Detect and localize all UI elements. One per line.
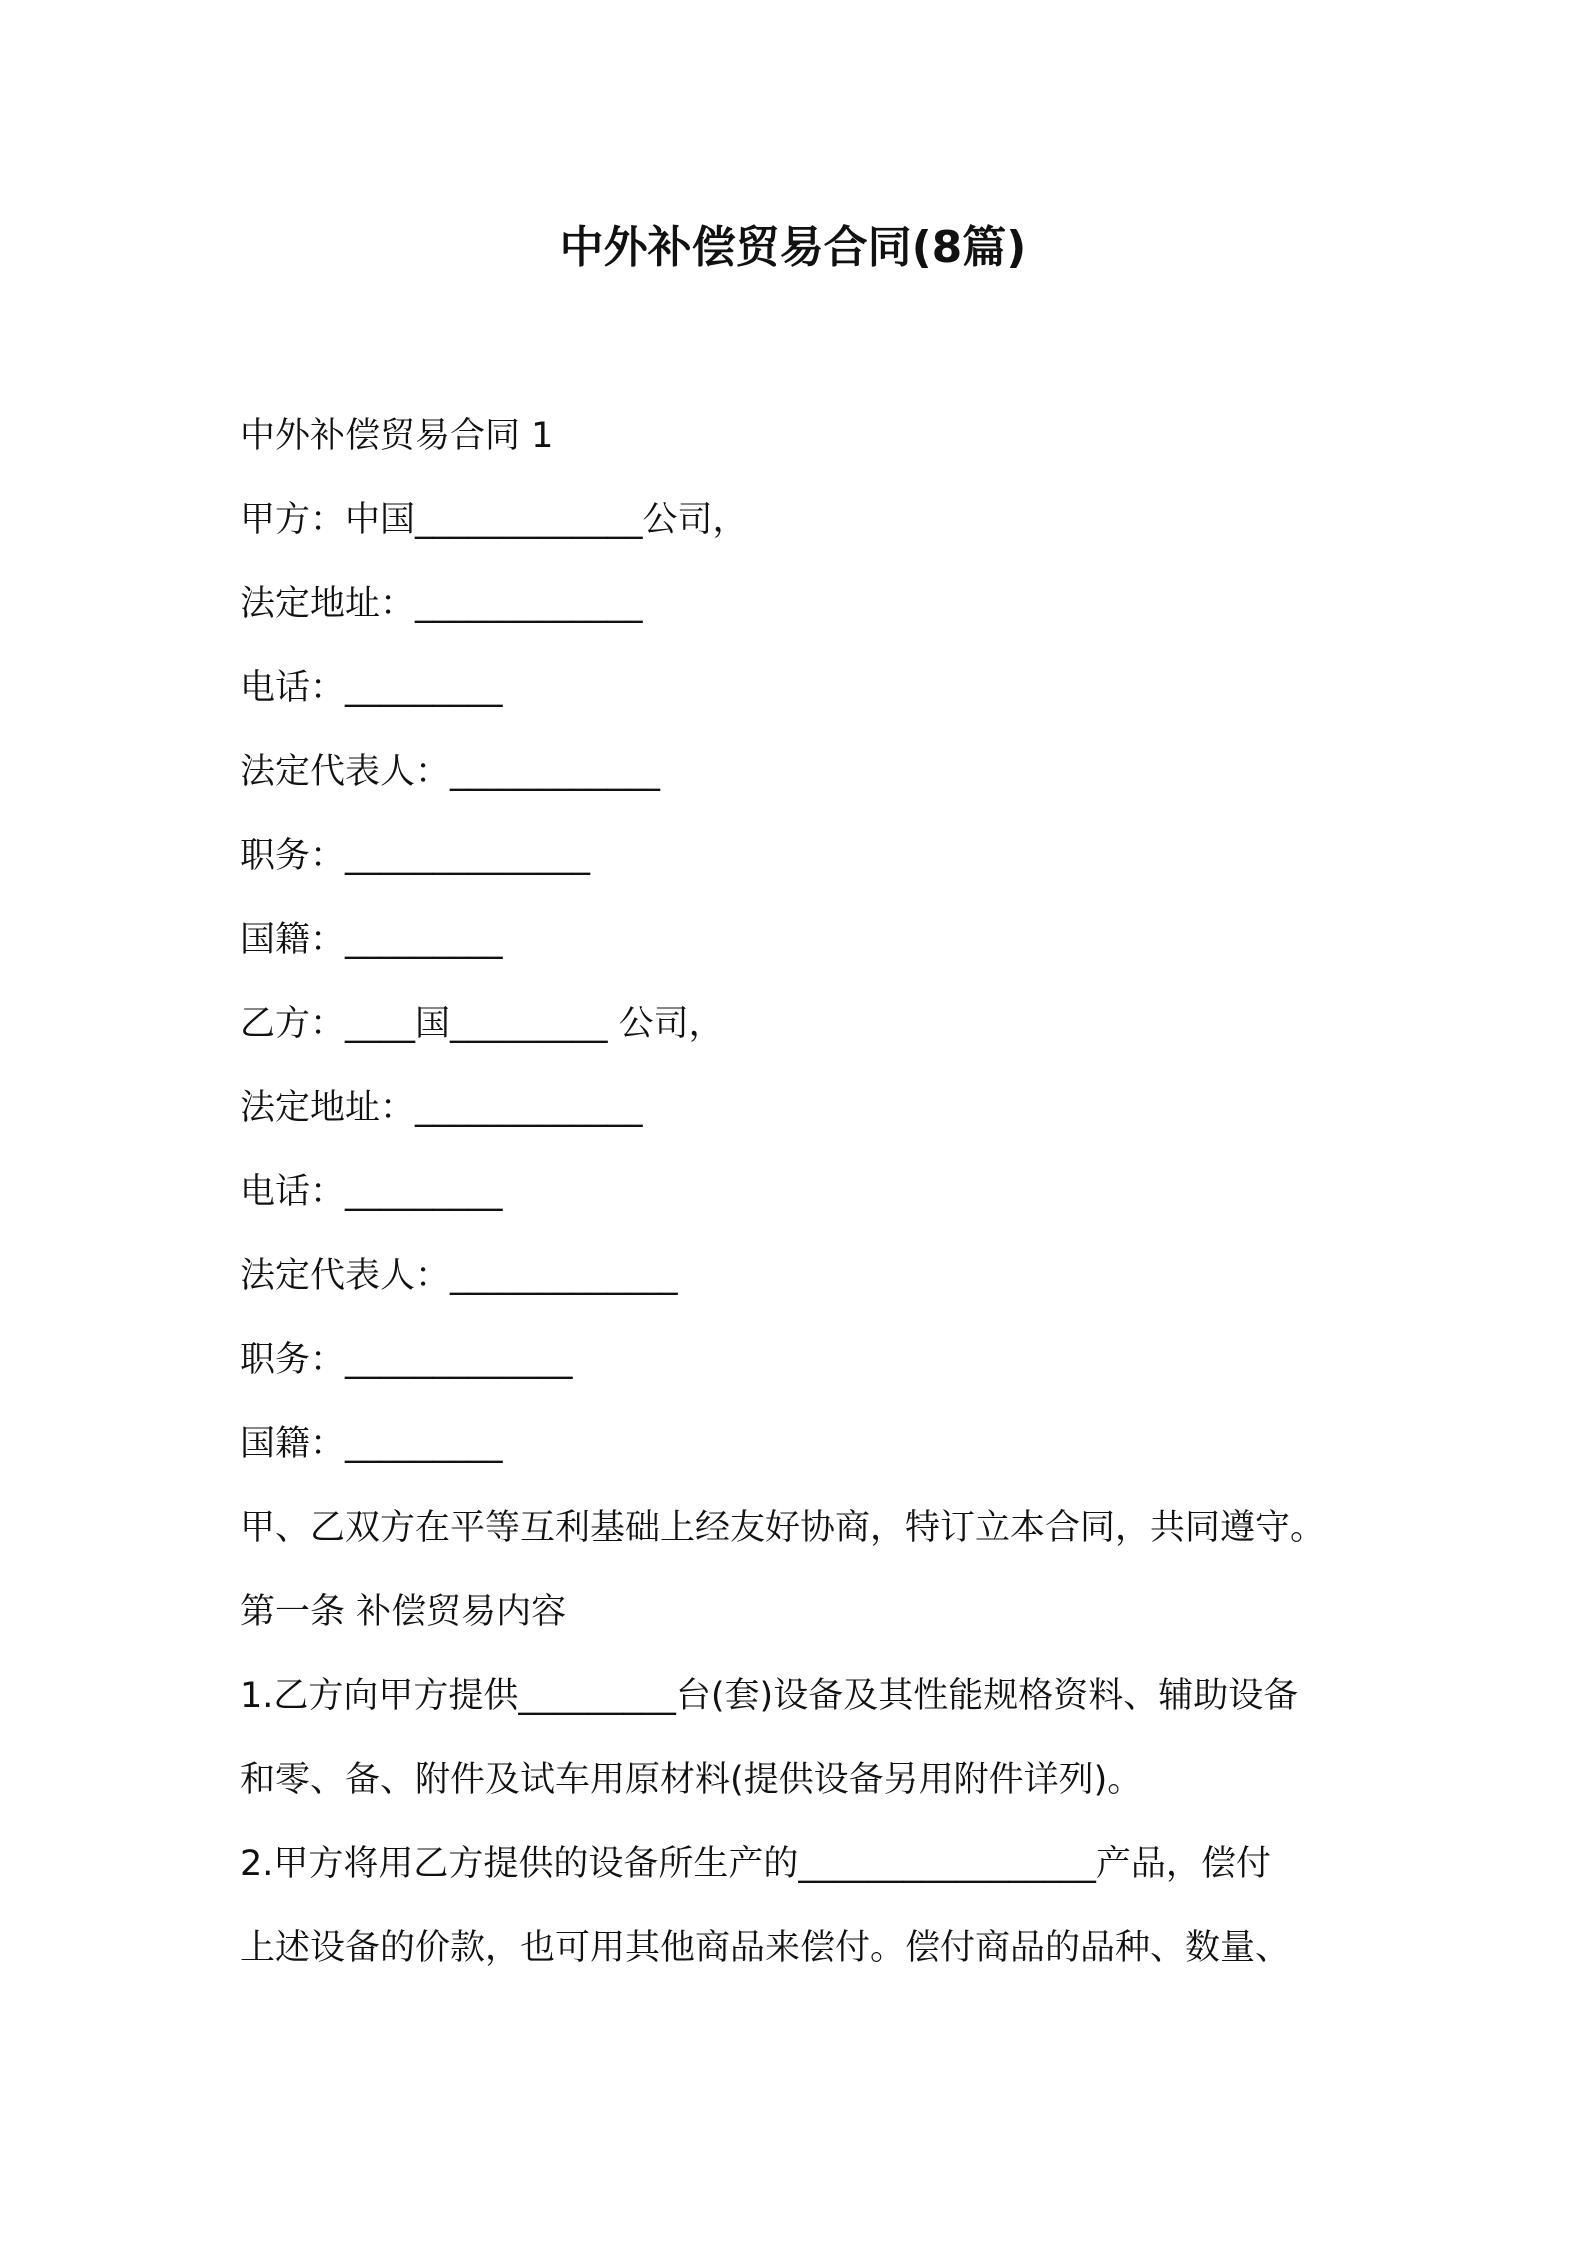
party-b-representative-line: 法定代表人：_____________	[240, 1256, 678, 1296]
party-a-line: 甲方：中国_____________公司，	[240, 500, 748, 540]
party-b-position-line: 职务：_____________	[240, 1340, 573, 1380]
document-title: 中外补偿贸易合同(8篇)	[559, 222, 1027, 273]
party-a-address-line: 法定地址：_____________	[240, 584, 643, 624]
party-a-phone-line: 电话：_________	[240, 668, 503, 708]
article-1-clause-1-line-2: 和零、备、附件及试车用原材料(提供设备另用附件详列)。	[240, 1760, 1143, 1800]
party-b-nationality-line: 国籍：_________	[240, 1424, 503, 1464]
article-1-heading: 第一条 补偿贸易内容	[240, 1592, 567, 1632]
party-b-phone-line: 电话：_________	[240, 1172, 503, 1212]
party-b-line: 乙方：____国_________ 公司，	[240, 1004, 724, 1044]
party-b-address-line: 法定地址：_____________	[240, 1088, 643, 1128]
party-a-position-line: 职务：______________	[240, 836, 591, 876]
section-heading-contract-1: 中外补偿贸易合同 1	[240, 416, 554, 456]
agreement-statement: 甲、乙双方在平等互利基础上经友好协商，特订立本合同，共同遵守。	[240, 1508, 1326, 1548]
document-body	[240, 394, 1360, 1990]
party-a-nationality-line: 国籍：_________	[240, 920, 503, 960]
article-1-clause-2-line-1: 2.甲方将用乙方提供的设备所生产的_________________产品，偿付	[240, 1844, 1271, 1884]
party-a-representative-line: 法定代表人：____________	[240, 752, 661, 792]
article-1-clause-2-line-2: 上述设备的价款，也可用其他商品来偿付。偿付商品的品种、数量、	[240, 1928, 1291, 1968]
article-1-clause-1-line-1: 1.乙方向甲方提供_________台(套)设备及其性能规格资料、辅助设备	[240, 1676, 1299, 1716]
